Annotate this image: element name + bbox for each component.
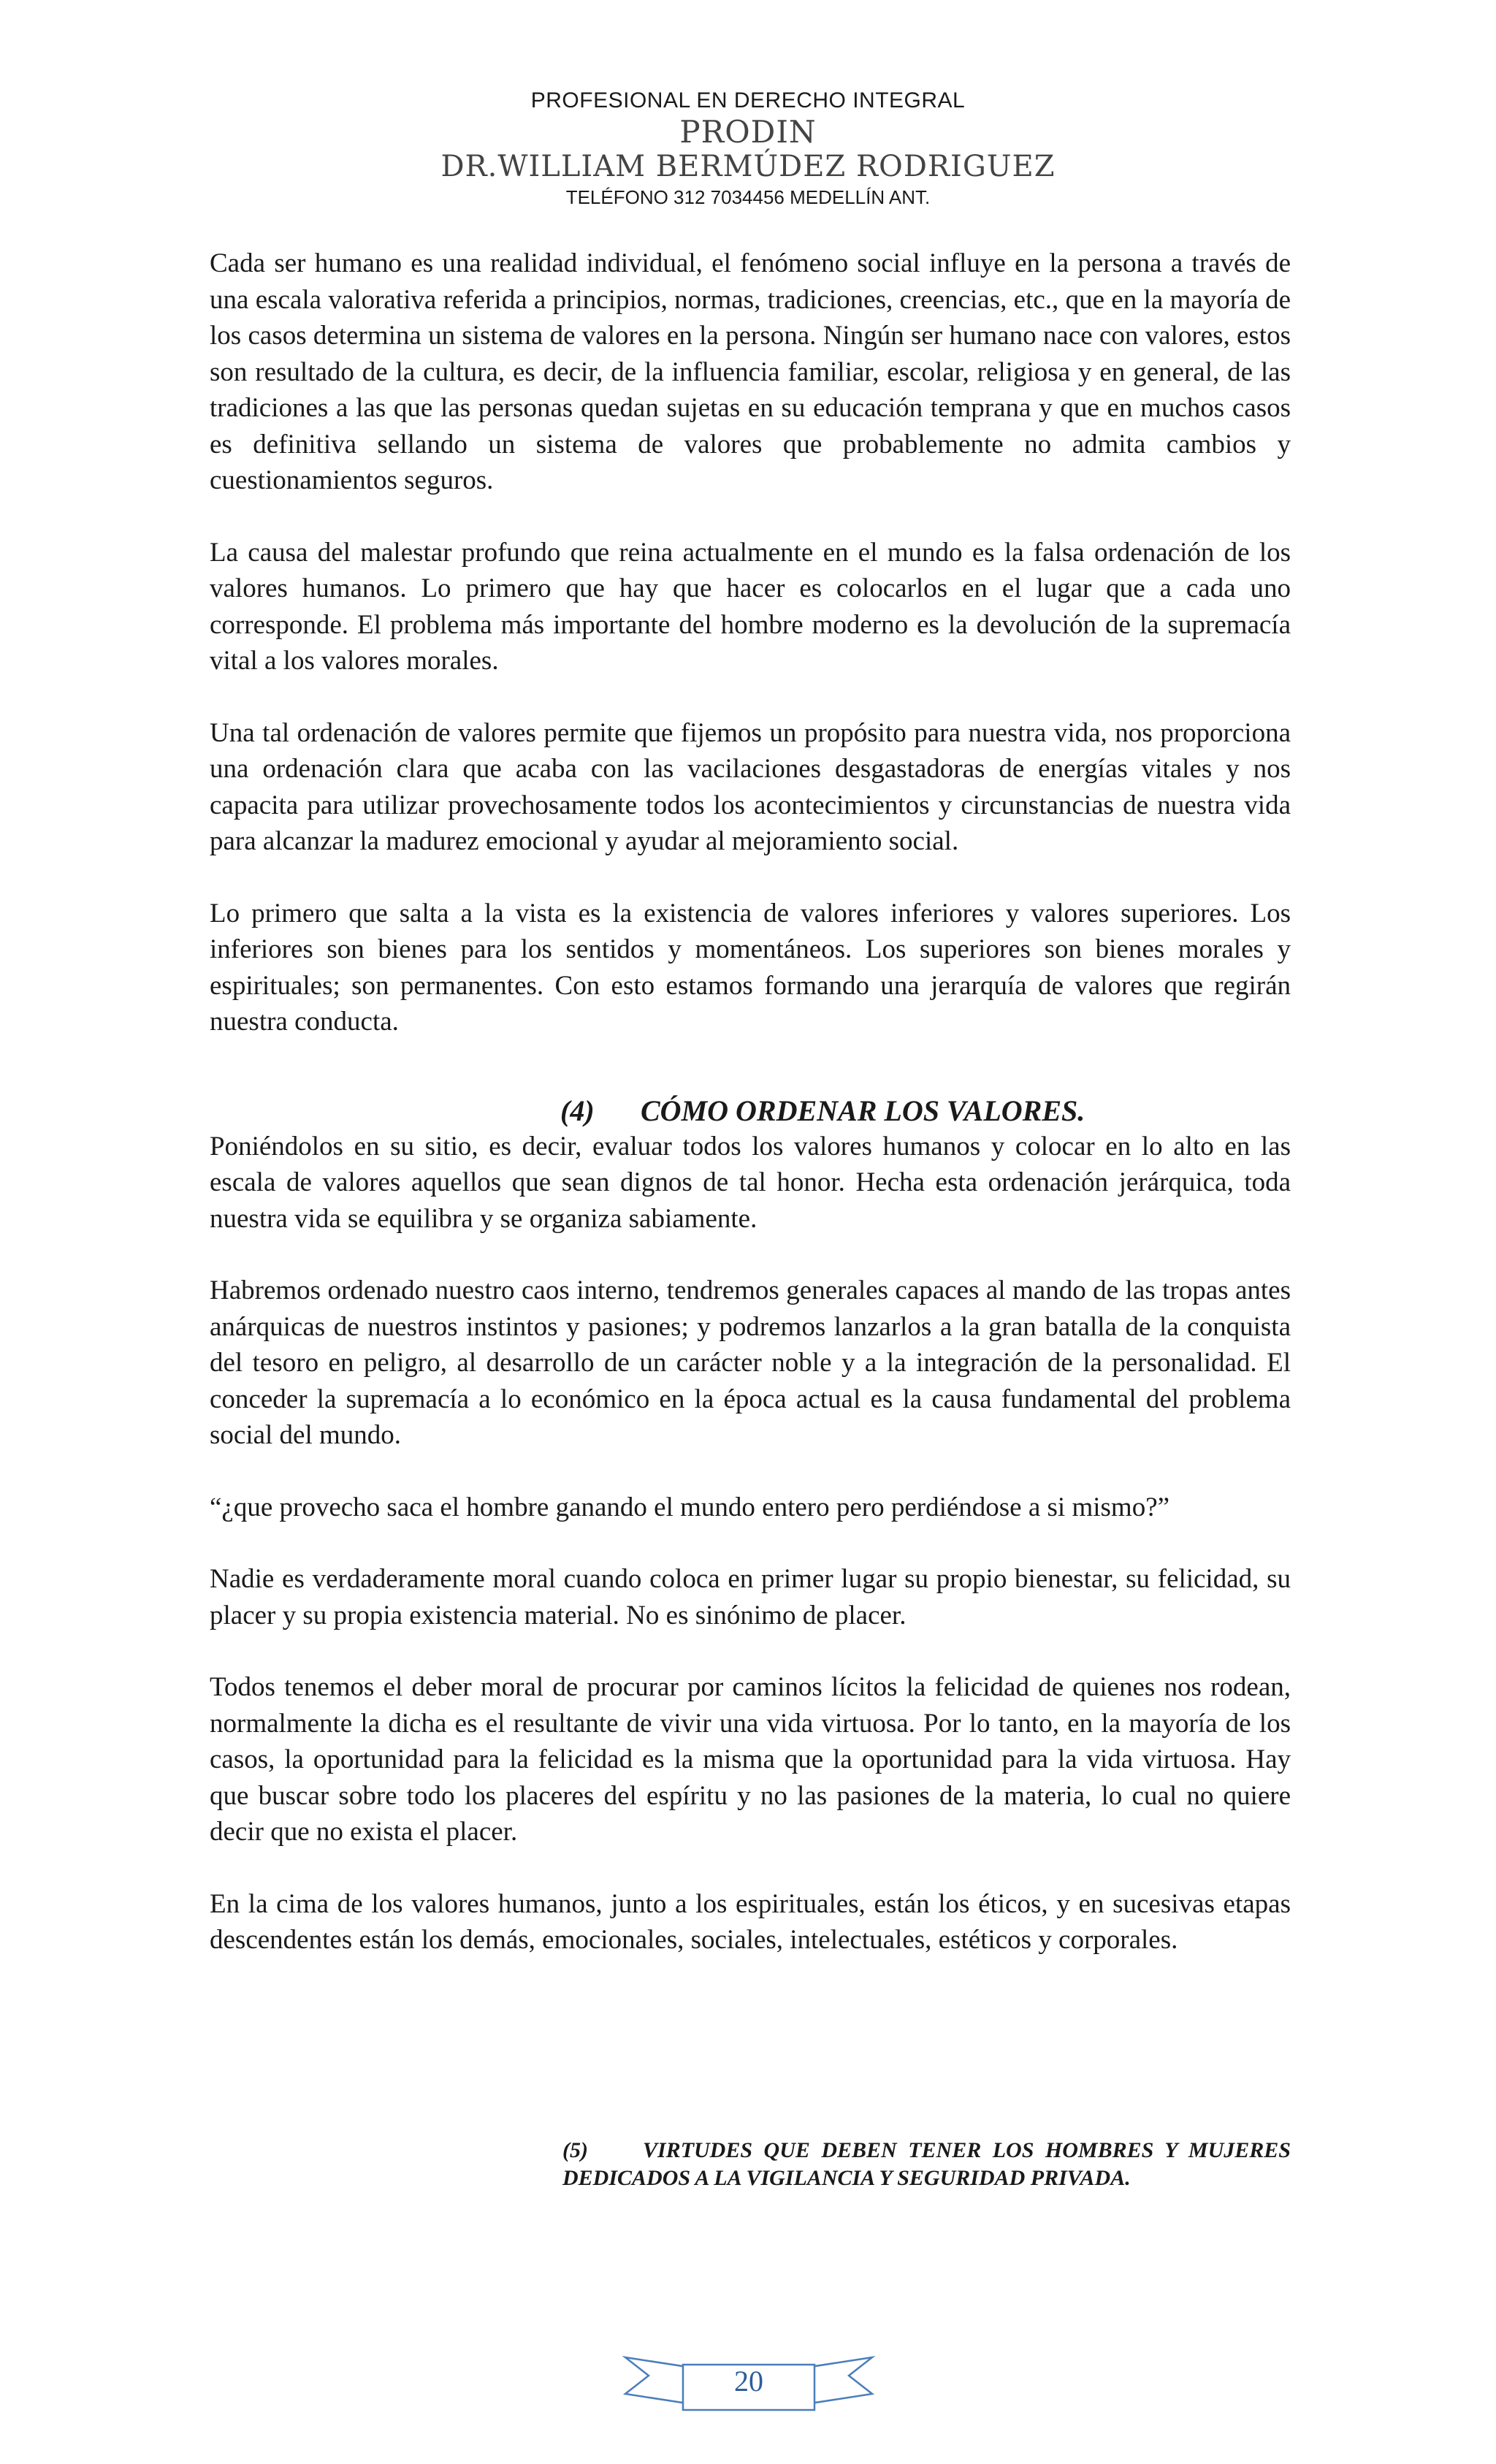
subsection-number: (5) [562,2138,588,2162]
paragraph: Habremos ordenado nuestro caos interno, tendremos generales capaces al mando de las tropas antes anárquicas de nuestros instintos y pasiones; y podremos lanzarlos a la gran batalla de la conquista del tesoro en peligro, al desarrollo de un carácter noble y a la integración de la personalidad. El conceder la supremacía a lo económico en la época actual es la causa fundamental del problema social del mundo. [210,1275,1291,1450]
header-profession: PROFESIONAL EN DERECHO INTEGRAL [530,88,966,112]
page-number-ribbon [621,2341,877,2422]
page-number: 20 [734,2365,763,2398]
header-acronym: PRODIN [679,114,817,150]
paragraph: Nadie es verdaderamente moral cuando coloca en primer lugar su propio bienestar, su felicidad, su placer y su propia existencia material. No es sinónimo de placer. [210,1564,1291,1630]
page-header [0,86,1496,210]
paragraph: En la cima de los valores humanos, junto a los espirituales, están los éticos, y en sucesivas etapas descendentes están los demás, emocionales, sociales, intelectuales, estéticos y corporales. [210,1888,1291,1955]
paragraph: Poniéndolos en su sitio, es decir, evaluar todos los valores humanos y colocar en lo alto en las escala de valores aquellos que sean dignos de tal honor. Hecha esta ordenación jerárquica, toda nuestra vida se equilibra y se organiza sabiamente. [210,1131,1291,1234]
paragraph: Todos tenemos el deber moral de procurar por caminos lícitos la felicidad de quienes nos rodean, normalmente la dicha es el resultante de vivir una vida virtuosa. Por lo tanto, en la mayoría de los casos, la oportunidad para la felicidad es la misma que la oportunidad para la vida virtuosa. Hay que buscar sobre todo los placeres del espíritu y no las pasiones de la materia, lo cual no quiere decir que no exista el placer. [210,1672,1291,1847]
header-author: DR.WILLIAM BERMÚDEZ RODRIGUEZ [440,150,1056,183]
section-title-text: CÓMO ORDENAR LOS VALORES. [641,1094,1085,1127]
document-body [210,245,1291,1958]
subsection-title-text: VIRTUDES QUE DEBEN TENER LOS HOMBRES Y MUJERES DEDICADOS A LA VIGILANCIA Y SEGURIDAD PRIVADA. [562,2138,1291,2190]
subsection-heading [562,2137,1291,2192]
quote-paragraph: “¿que provecho saca el hombre ganando el mundo entero pero perdiéndose a si mismo?” [210,1492,1170,1522]
section-number: (4) [560,1094,595,1127]
header-phone: TELÉFONO 312 7034456 MEDELLÍN ANT. [565,186,931,208]
paragraph: La causa del malestar profundo que reina actualmente en el mundo es la falsa ordenación de los valores humanos. Lo primero que hay que hacer es colocarlos en el lugar que a cada uno corresponde. El problema más importante del hombre moderno es la devolución de la supremacía vital a los valores morales. [210,537,1291,676]
paragraph: Una tal ordenación de valores permite que fijemos un propósito para nuestra vida, nos proporciona una ordenación clara que acaba con las vacilaciones desgastadoras de energías vitales y nos capacita para utilizar provechosamente todos los acontecimientos y circunstancias de nuestra vida para alcanzar la madurez emocional y ayudar al mejoramiento social. [210,717,1291,856]
paragraph: Cada ser humano es una realidad individual, el fenómeno social influye en la persona a través de una escala valorativa referida a principios, normas, tradiciones, creencias, etc., que en la mayoría de los casos determina un sistema de valores en la persona. Ningún ser humano nace con valores, estos son resultado de la cultura, es decir, de la influencia familiar, escolar, religiosa y en general, de las tradiciones a las que las personas quedan sujetas en su educación temprana y que en muchos casos es definitiva sellando un sistema de valores que probablemente no admita cambios y cuestionamientos seguros. [210,248,1291,495]
paragraph: Lo primero que salta a la vista es la existencia de valores inferiores y valores superiores. Los inferiores son bienes para los sentidos y momentáneos. Los superiores son bienes morales y espirituales; son permanentes. Con esto estamos formando una jerarquía de valores que regirán nuestra conducta. [210,898,1291,1037]
section-heading [210,1094,1291,1129]
